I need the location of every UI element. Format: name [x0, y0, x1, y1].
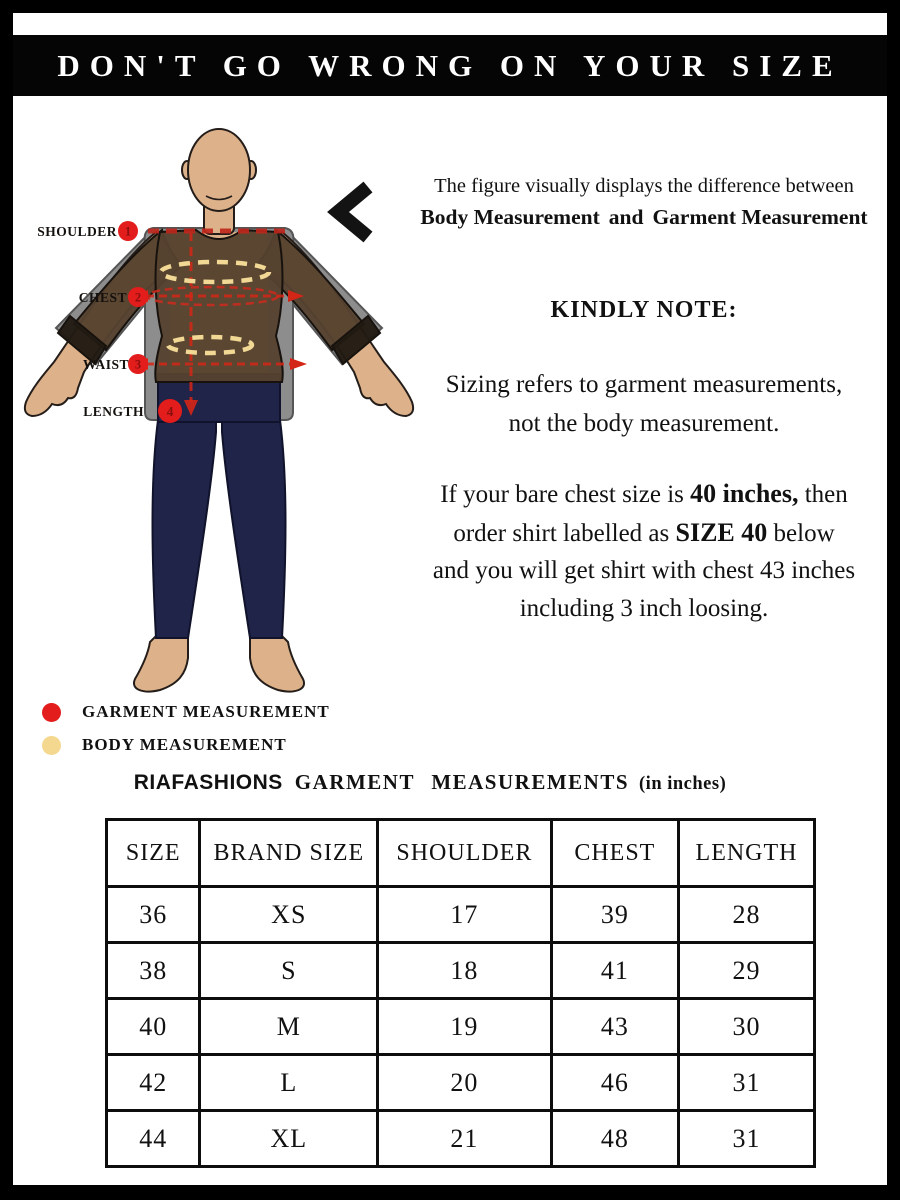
cell-length: 29 — [679, 943, 815, 999]
table-row — [107, 943, 815, 999]
shoulder-label: SHOULDER — [37, 224, 117, 239]
right-leg — [222, 420, 286, 638]
intro-and: and — [608, 205, 644, 229]
table-row — [107, 1055, 815, 1111]
table-row — [107, 999, 815, 1055]
cell-shoulder: 19 — [378, 999, 551, 1055]
right-foot — [250, 636, 304, 692]
intro-text — [408, 171, 880, 234]
table-title-text: GARMENT MEASUREMENTS — [294, 770, 630, 794]
cell-shoulder: 20 — [378, 1055, 551, 1111]
note-line1: Sizing refers to garment measurements, — [445, 371, 843, 398]
body-measurement-dot-icon — [42, 736, 61, 755]
waist-arrow-right — [290, 358, 307, 370]
table-title-units: (in inches) — [639, 774, 727, 794]
length-label: LENGTH — [83, 404, 144, 419]
intro-line1: The figure visually displays the difference between — [434, 175, 854, 197]
legend-garment-label: GARMENT MEASUREMENT — [82, 702, 330, 721]
legend — [42, 702, 330, 768]
cell-shoulder: 17 — [378, 887, 551, 943]
kindly-note-heading: KINDLY NOTE: — [550, 297, 738, 323]
cell-size: 42 — [107, 1055, 200, 1111]
example-bold-40-inches: 40 inches, — [690, 479, 799, 508]
note-text — [408, 365, 880, 443]
left-leg — [153, 420, 217, 638]
cell-size: 40 — [107, 999, 200, 1055]
example-bold-size-40: SIZE 40 — [675, 517, 768, 547]
chevron-left-icon — [324, 181, 376, 243]
example-line3: and you will get shirt with chest 43 inches — [432, 557, 856, 584]
note-line2: not the body measurement. — [508, 410, 780, 437]
cell-size: 36 — [107, 887, 200, 943]
intro-bold-garment: Garment Measurement — [652, 205, 868, 229]
cell-chest: 41 — [551, 943, 678, 999]
cell-size: 38 — [107, 943, 200, 999]
marker-3-number: 3 — [134, 357, 142, 372]
example-line1: If your bare chest size is 40 inches, then — [440, 479, 848, 508]
cell-shoulder: 21 — [378, 1111, 551, 1167]
marker-4-number: 4 — [166, 404, 174, 419]
waist-label: WAIST — [82, 357, 129, 372]
cell-brand-size: XL — [200, 1111, 378, 1167]
table-title — [0, 770, 860, 795]
intro-line2 — [408, 202, 880, 234]
example-line4: including 3 inch loosing. — [519, 594, 769, 622]
cell-chest: 46 — [551, 1055, 678, 1111]
table-header-row — [107, 820, 815, 887]
cell-length: 31 — [679, 1111, 815, 1167]
cell-chest: 43 — [551, 999, 678, 1055]
cell-size: 44 — [107, 1111, 200, 1167]
intro-bold-body: Body Measurement — [420, 205, 600, 229]
size-table — [105, 818, 816, 1168]
marker-2-number: 2 — [134, 290, 142, 305]
sizing-example-text — [408, 475, 880, 627]
page-title: DON'T GO WRONG ON YOUR SIZE — [57, 47, 843, 83]
cell-brand-size: XS — [200, 887, 378, 943]
legend-body-row — [42, 735, 330, 755]
col-header-size: SIZE — [107, 820, 200, 887]
col-header-length: LENGTH — [679, 820, 815, 887]
col-header-brand-size: BRAND SIZE — [200, 820, 378, 887]
cell-brand-size: S — [200, 943, 378, 999]
left-foot — [134, 636, 188, 692]
cell-chest: 48 — [551, 1111, 678, 1167]
example-line2: order shirt labelled as SIZE 40 below — [453, 517, 835, 547]
pants-and-legs — [134, 374, 304, 692]
col-header-chest: CHEST — [551, 820, 678, 887]
cell-brand-size: M — [200, 999, 378, 1055]
chest-label: CHEST — [78, 290, 127, 305]
cell-length: 31 — [679, 1055, 815, 1111]
legend-body-label: BODY MEASUREMENT — [82, 735, 287, 754]
cell-shoulder: 18 — [378, 943, 551, 999]
header-bar — [13, 35, 887, 96]
cell-length: 30 — [679, 999, 815, 1055]
col-header-shoulder: SHOULDER — [378, 820, 551, 887]
cell-brand-size: L — [200, 1055, 378, 1111]
table-row — [107, 887, 815, 943]
brand-name: RIAFASHIONS — [133, 771, 283, 794]
cell-chest: 39 — [551, 887, 678, 943]
marker-1-number: 1 — [124, 224, 132, 239]
shirt-torso — [155, 230, 283, 382]
table-row — [107, 1111, 815, 1167]
cell-length: 28 — [679, 887, 815, 943]
